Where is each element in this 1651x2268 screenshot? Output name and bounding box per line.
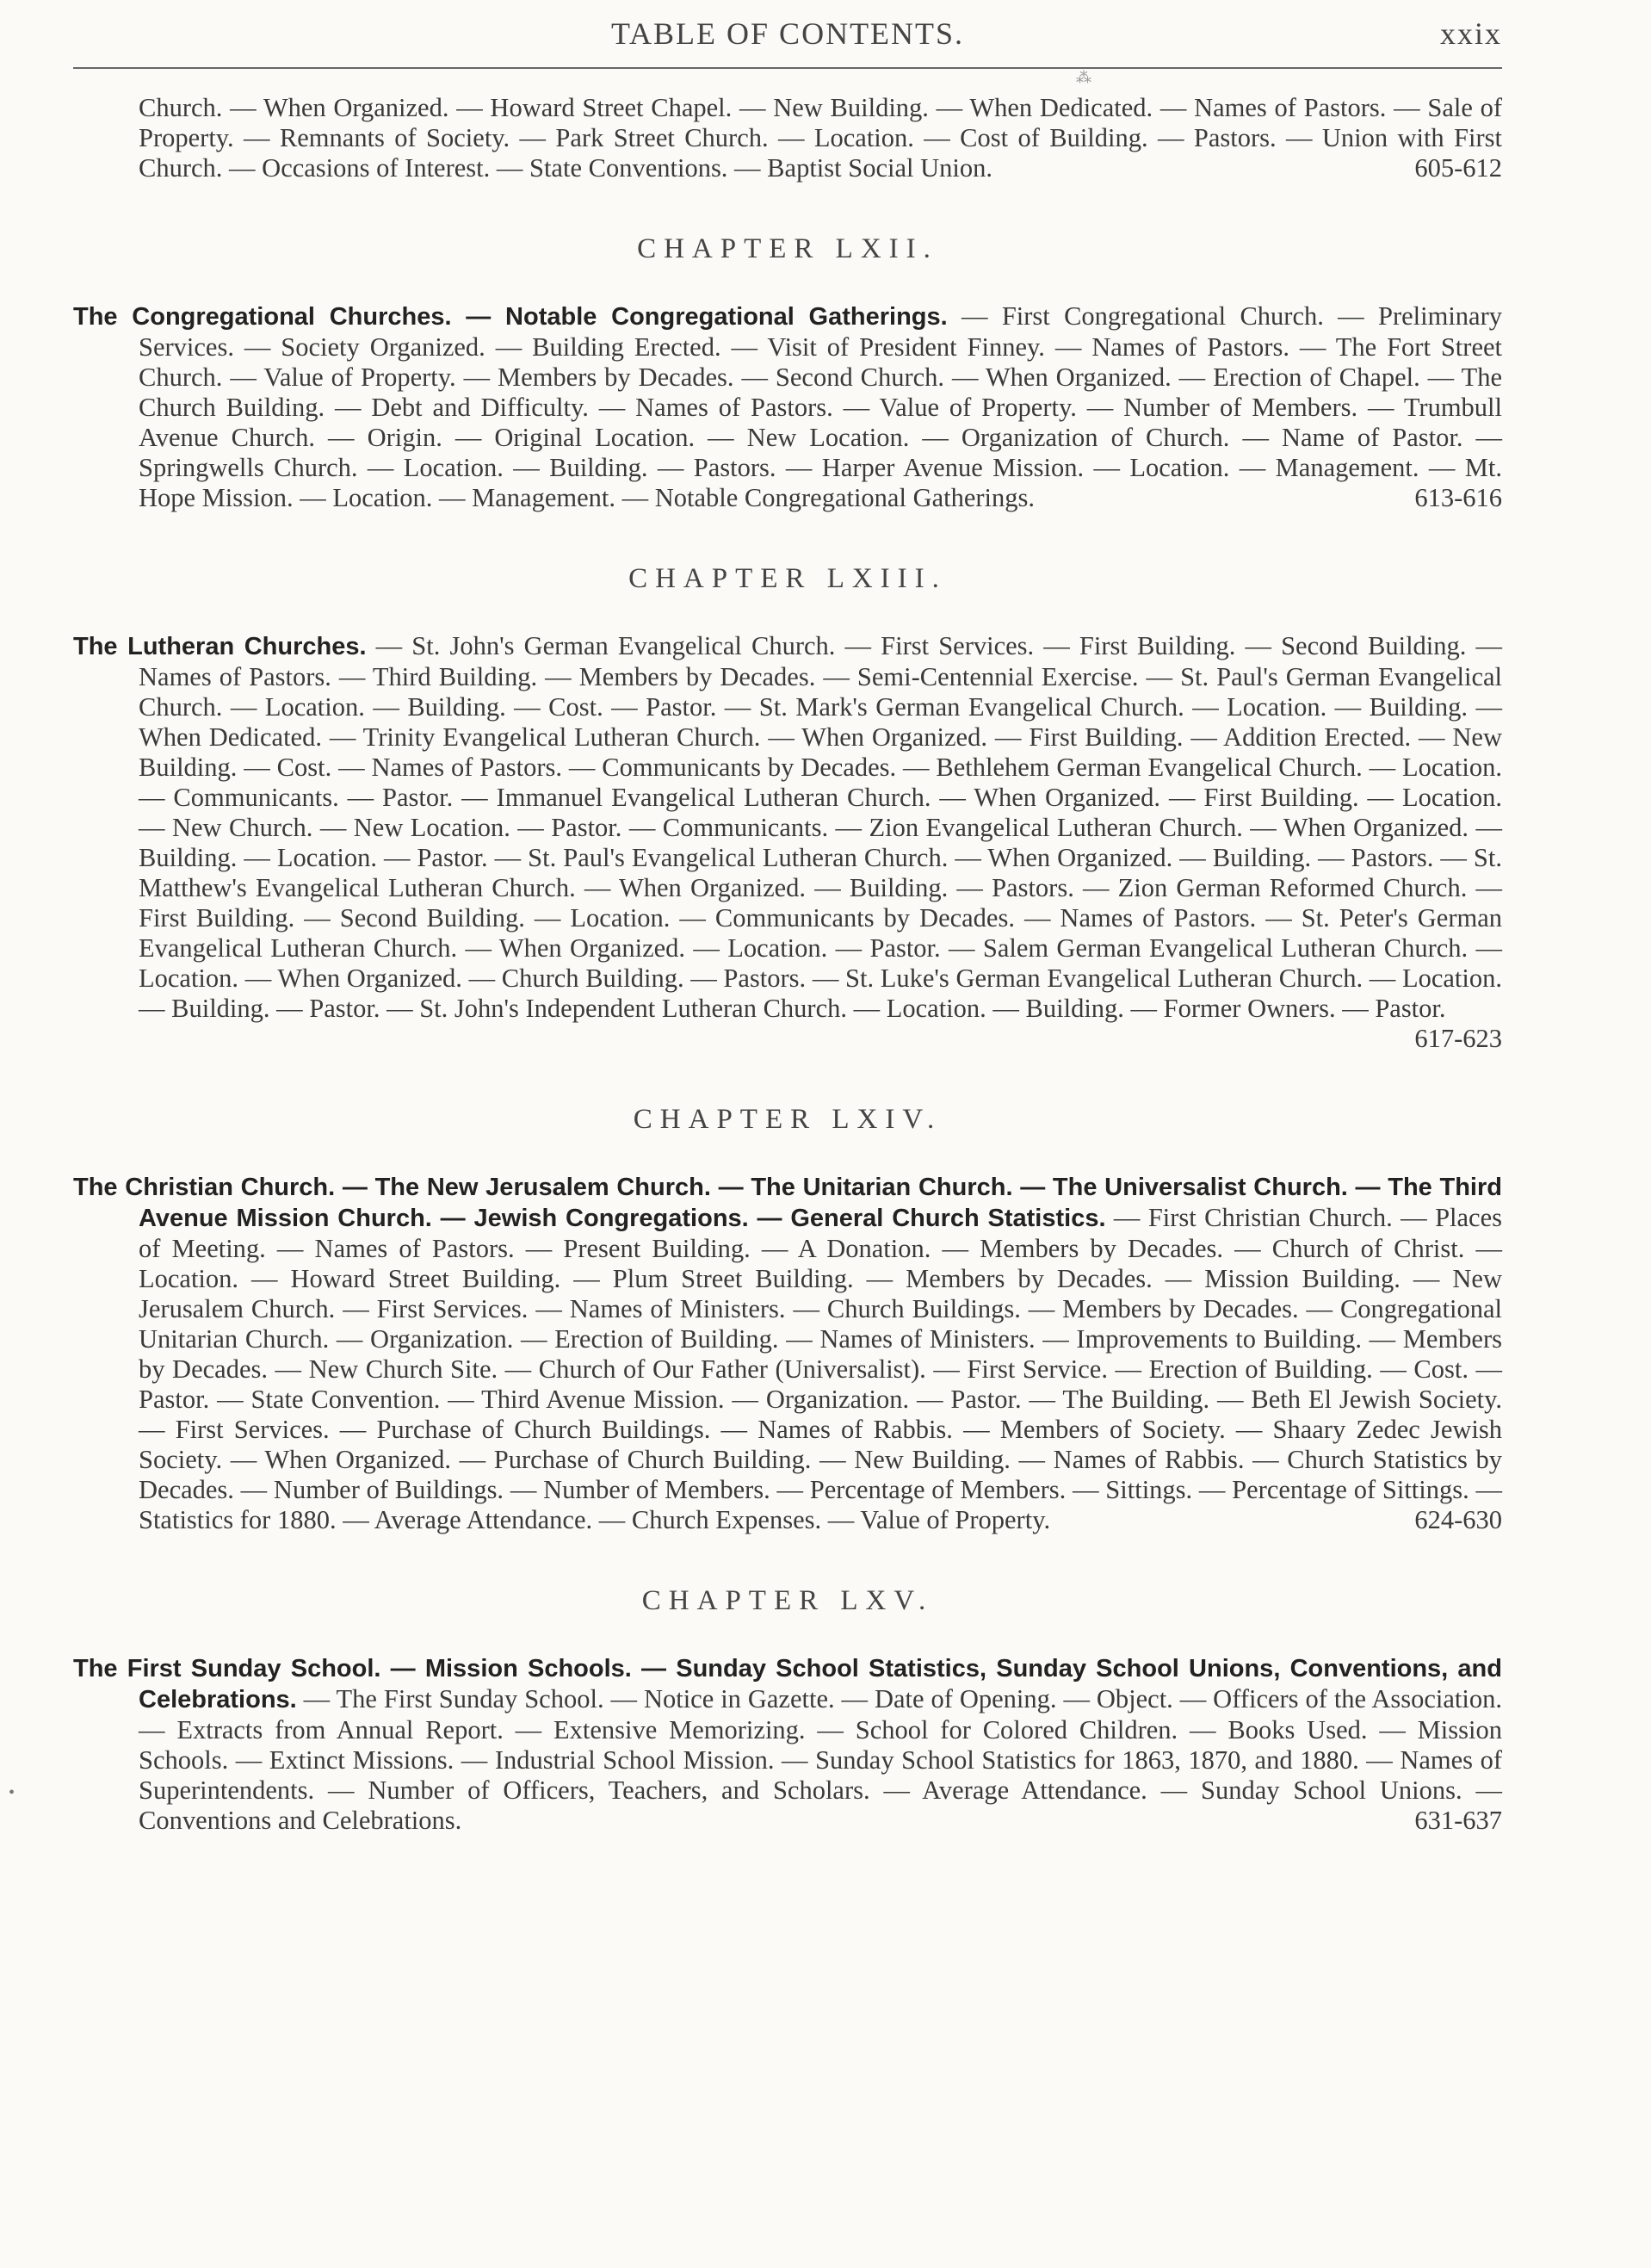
page-range: 631-637 xyxy=(1414,1806,1502,1835)
page-range: 624-630 xyxy=(1414,1505,1502,1534)
header-rule xyxy=(73,67,1502,69)
entry-text: — The First Sunday School. — Notice in Gazette. — Date of Opening. — Object. — Officers of the Association. — Extracts from Annual Report. — Extensive Memorizing. — School for Colored Children. — Books Used. — Mission Schools. — Extinct Missions. — Industrial School Mission. — Sunday School Statistics for 1863, 1870, and 1880. — Names of Superintendents. — Number of Officers, Teachers, and Scholars. — Average Attendance. — Sunday School Unions. — Conventions and Celebrations. xyxy=(139,1684,1502,1835)
chapter-lead-title: The Lutheran Churches. xyxy=(73,633,367,660)
page-number: xxix xyxy=(1439,16,1502,51)
chapter-lead-title: The First Sunday School. — Mission Schools. — Sunday School Statistics, Sunday School Unions, Conventions, and Celebrations. xyxy=(73,1655,1502,1713)
chapter-entry xyxy=(73,1172,1502,1535)
chapter-heading: CHAPTER LXIII. xyxy=(628,563,947,594)
running-title: TABLE OF CONTENTS. xyxy=(610,16,965,51)
chapter-entry xyxy=(73,301,1502,513)
chapter-lead-title: The Congregational Churches. — Notable Congregational Gatherings. xyxy=(73,303,948,331)
page-range: 617-623 xyxy=(1414,1024,1502,1053)
chapter-lead-title: The Christian Church. — The New Jerusalem Church. — The Unitarian Church. — The Universalist Church. — The Third Avenue Mission Church. — Jewish Congregations. — General Church Statistics. xyxy=(73,1174,1502,1232)
chapter-entry xyxy=(73,631,1502,1054)
chapter-61-continuation xyxy=(73,93,1502,183)
entry-text: — First Christian Church. — Places of Meeting. — Names of Pastors. — Present Building. — A Donation. — Members by Decades. — Church of Christ. — Location. — Howard Street Building. — Plum Street Building. — Members by Decades. — Mission Building. — New Jerusalem Church. — First Services. — Names of Ministers. — Church Buildings. — Members by Decades. — Congregational Unitarian Church. — Organization. — Erection of Building. — Names of Ministers. — Improvements to Building. — Members by Decades. — New Church Site. — Church of Our Father (Universalist). — First Service. — Erection of Building. — Cost. — Pastor. — State Convention. — Third Avenue Mission. — Organization. — Pastor. — The Building. — Beth El Jewish Society. — First Services. — Purchase of Church Buildings. — Names of Rabbis. — Members of Society. — Shaary Zedec Jewish Society. — When Organized. — Purchase of Church Building. — New Building. — Names of Rabbis. — Church Statistics by Decades. — Number of Buildings. — Number of Members. — Percentage of Members. — Sittings. — Percentage of Sittings. — Statistics for 1880. — Average Attendance. — Church Expenses. — Value of Property. xyxy=(139,1203,1502,1534)
page-range: 605-612 xyxy=(1414,153,1502,183)
entry-text: Church. — When Organized. — Howard Street Chapel. — New Building. — When Dedicated. — Names of Pastors. — Sale of Property. — Remnants of Society. — Park Street Church. — Location. — Cost of Building. — Pastors. — Union with First Church. — Occasions of Interest. — State Conventions. — Baptist Social Union. xyxy=(139,93,1502,183)
entry-text: — St. John's German Evangelical Church. — First Services. — First Building. — Second Building. — Names of Pastors. — Third Building. — Members by Decades. — Semi-Centennial Exercise. — St. Paul's German Evangelical Church. — Location. — Building. — Cost. — Pastor. — St. Mark's German Evangelical Church. — Location. — Building. — When Dedicated. — Trinity Evangelical Lutheran Church. — When Organized. — First Building. — Addition Erected. — New Building. — Cost. — Names of Pastors. — Communicants by Decades. — Bethlehem German Evangelical Church. — Location. — Communicants. — Pastor. — Immanuel Evangelical Lutheran Church. — When Organized. — First Building. — Location. — New Church. — New Location. — Pastor. — Communicants. — Zion Evangelical Lutheran Church. — When Organized. — Building. — Location. — Pastor. — St. Paul's Evangelical Lutheran Church. — When Organized. — Building. — Pastors. — St. Matthew's Evangelical Lutheran Church. — When Organized. — Building. — Pastors. — Zion German Reformed Church. — First Building. — Second Building. — Location. — Communicants by Decades. — Names of Pastors. — St. Peter's German Evangelical Lutheran Church. — When Organized. — Location. — Pastor. — Salem German Evangelical Lutheran Church. — Location. — When Organized. — Church Building. — Pastors. — St. Luke's German Evangelical Lutheran Church. — Location. — Building. — Pastor. — St. John's Independent Lutheran Church. — Location. — Building. — Former Owners. — Pastor. xyxy=(139,631,1503,1023)
chapter-heading: CHAPTER LXV. xyxy=(641,1585,934,1616)
ornament-mark: ⁂ xyxy=(1076,69,1091,86)
margin-dot: • xyxy=(9,1783,15,1802)
page-range: 613-616 xyxy=(1414,483,1502,512)
running-head xyxy=(73,15,1502,65)
chapter-heading: CHAPTER LXIV. xyxy=(633,1104,943,1135)
chapter-entry xyxy=(73,1653,1502,1836)
table-of-contents xyxy=(73,93,1502,1836)
entry-text: — First Congregational Church. — Preliminary Services. — Society Organized. — Building Erected. — Visit of President Finney. — Names of Pastors. — The Fort Street Church. — Value of Property. — Members by Decades. — Second Church. — When Organized. — Erection of Chapel. — The Church Building. — Debt and Difficulty. — Names of Pastors. — Value of Property. — Number of Members. — Trumbull Avenue Church. — Origin. — Original Location. — New Location. — Organization of Church. — Name of Pastor. — Springwells Church. — Location. — Building. — Pastors. — Harper Avenue Mission. — Location. — Management. — Mt. Hope Mission. — Location. — Management. — Notable Congregational Gatherings. xyxy=(139,301,1502,512)
chapter-heading: CHAPTER LXII. xyxy=(637,233,938,264)
